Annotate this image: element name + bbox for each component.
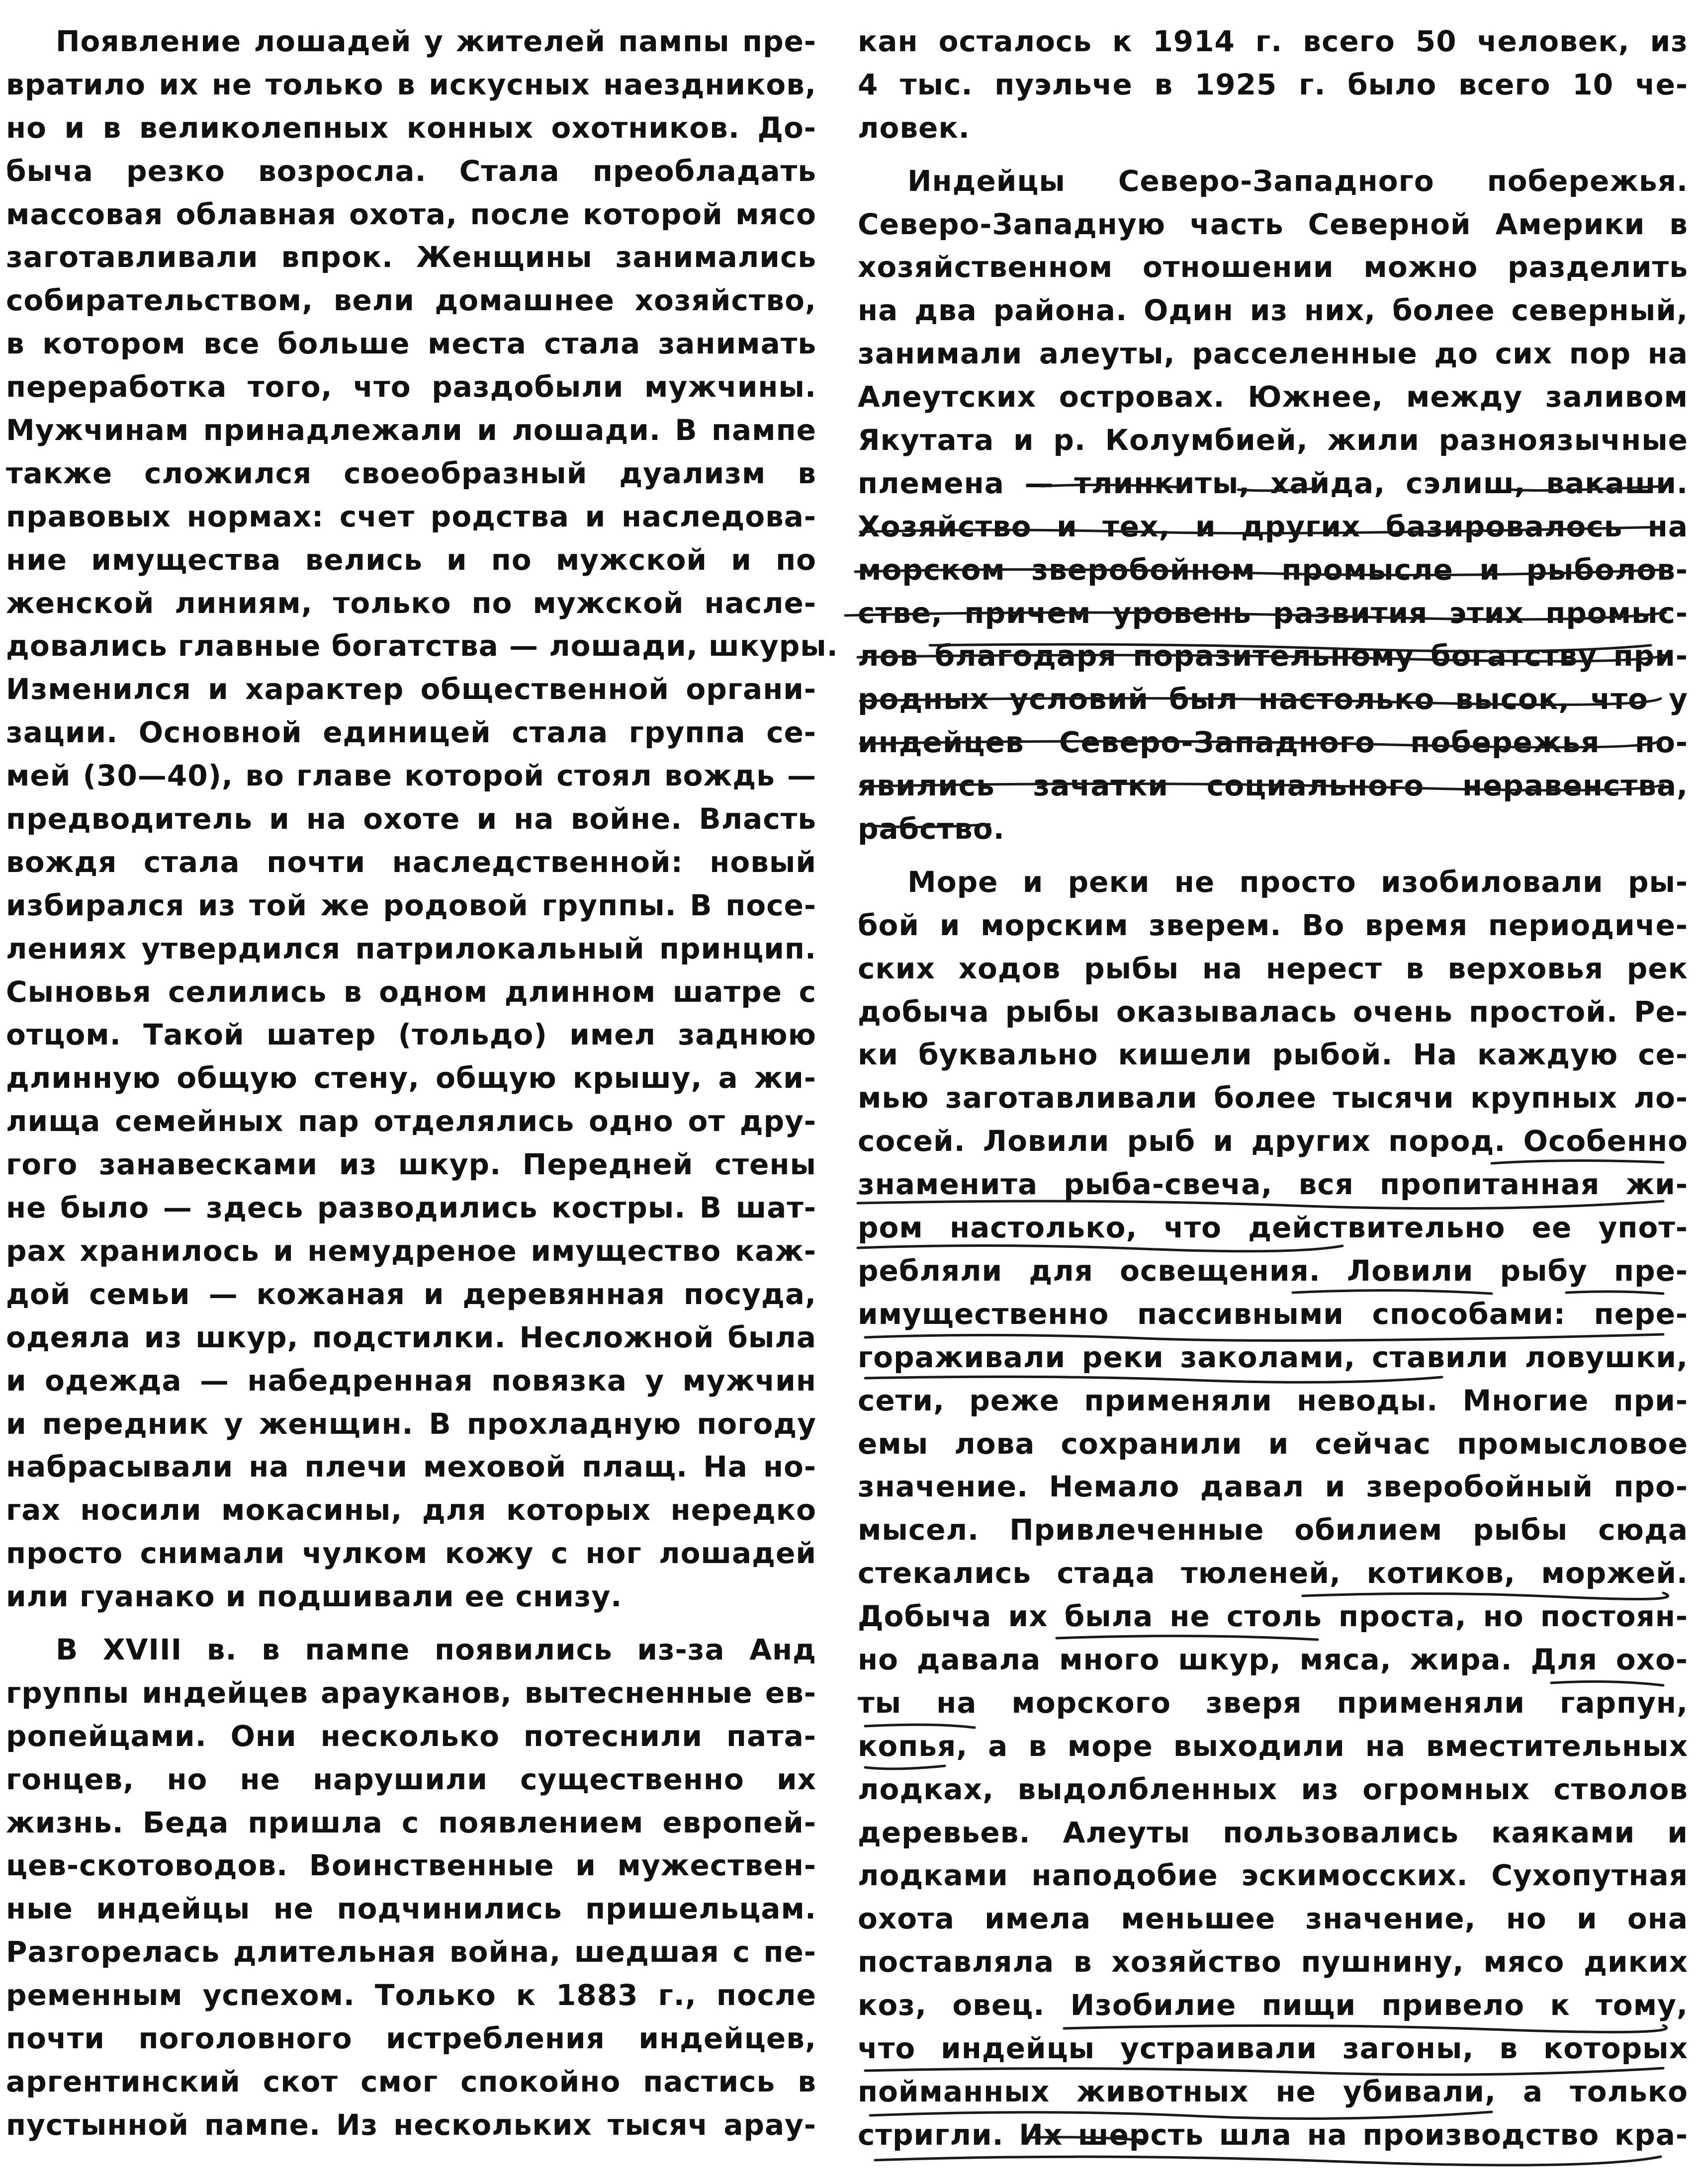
text-line: значение. Немало давал и зверобойный про-	[858, 1470, 1688, 1504]
text-line: жизнь. Беда пришла с появлением европей-	[6, 1805, 816, 1839]
text-line: Появление лошадей у жителей пампы пре-	[56, 24, 816, 58]
text-line: Алеутских островах. Южнее, между заливом	[858, 380, 1688, 414]
left-column	[6, 20, 838, 2147]
text-line: копья, а в море выходили на вместительных	[858, 1729, 1688, 1763]
text-line: на два района. Один из них, более северный,	[858, 293, 1688, 328]
text-line: не было — здесь разводились костры. В шат-	[6, 1191, 816, 1225]
text-line: Изменился и характер общественной органи-	[6, 672, 816, 706]
text-line: Северо-Западную часть Северной Америки в	[858, 207, 1688, 241]
text-line: лодках, выдолбленных из огромных стволов	[858, 1772, 1688, 1806]
text-line: но давала много шкур, мяса, жира. Для охо-	[858, 1642, 1688, 1676]
text-line: или гуанако и подшивали ее снизу.	[6, 1579, 623, 1614]
text-line: пойманных животных не убивали, а только	[858, 2074, 1688, 2108]
text-line: гах носили мокасины, для которых нередко	[6, 1493, 816, 1527]
text-line: мей (30—40), во главе которой стоял вождь —	[6, 759, 816, 793]
text-line: ки буквально кишели рыбой. На каждую се-	[858, 1038, 1688, 1072]
text-line: бой и морским зверем. Во время периодиче-	[858, 908, 1688, 942]
text-line: хозяйственном отношении можно разделить	[858, 250, 1688, 284]
text-line: зации. Основной единицей стала группа се-	[6, 715, 816, 750]
text-line: поставляла в хозяйство пушнину, мясо диких	[858, 1945, 1688, 1979]
text-line: сети, реже применяли неводы. Многие при-	[858, 1383, 1688, 1417]
text-line: Якутата и р. Колумбией, жили разноязычные	[858, 423, 1688, 457]
text-line: массовая облавная охота, после которой мясо	[6, 197, 816, 231]
text-line: стве, причем уровень развития этих промыс-	[858, 596, 1688, 630]
text-line: коз, овец. Изобилие пищи привело к тому,	[858, 1988, 1688, 2022]
text-line: кан осталось к 1914 г. всего 50 человек, из	[858, 24, 1688, 58]
paragraph-northwest-coast	[858, 160, 1688, 851]
text-line: ром настолько, что действительно ее упот-	[858, 1211, 1688, 1245]
text-line: предводитель и на охоте и на войне. Власть	[6, 802, 816, 836]
text-line: племена — тлинкиты, хайда, сэлиш, вакаши.	[858, 466, 1688, 500]
text-line: индейцев Северо-Западного побережья по-	[858, 725, 1688, 760]
text-line: сосей. Ловили рыб и других пород. Особенно	[858, 1124, 1688, 1158]
text-line: отцом. Такой шатер (тольдо) имел заднюю	[6, 1018, 816, 1052]
text-line: но и в великолепных конных охотников. До-	[6, 110, 816, 145]
text-line: ты на морского зверя применяли гарпун,	[858, 1685, 1688, 1720]
text-line: охота имела меньшее значение, но и она	[858, 1902, 1688, 1936]
text-line: аргентинский скот смог спокойно пастись в	[6, 2064, 816, 2098]
text-line: рах хранилось и немудреное имущество каж-	[6, 1233, 816, 1268]
text-line: переработка того, что раздобыли мужчины.	[6, 370, 816, 404]
text-line: также сложился своеобразный дуализм в	[6, 456, 816, 490]
text-line: знаменита рыба-свеча, вся пропитанная жи-	[858, 1167, 1688, 1202]
text-line: набрасывали на плечи меховой плащ. На но-	[6, 1450, 816, 1484]
text-line: группы индейцев арауканов, вытесненные ев-	[6, 1675, 816, 1710]
text-line: Мужчинам принадлежали и лошади. В пампе	[6, 413, 816, 447]
text-line: просто снимали чулком кожу с ног лошадей	[6, 1536, 816, 1571]
text-line: Море и реки не просто изобиловали ры-	[907, 865, 1688, 899]
text-line: вратило их не только в искусных наездников,	[6, 67, 816, 101]
text-line: гораживали реки заколами, ставили ловушки,	[858, 1340, 1688, 1374]
text-line: женской линиям, только по мужской насле-	[6, 586, 816, 620]
text-line: ловек.	[858, 110, 970, 145]
text-line: Добыча их была не столь проста, но постоян-	[858, 1599, 1688, 1634]
right-column	[858, 20, 1688, 2157]
text-line: вождя стала почти наследственной: новый	[6, 845, 816, 879]
text-line: ребляли для освещения. Ловили рыбу пре-	[858, 1253, 1688, 1288]
text-line: длинную общую стену, общую крышу, а жи-	[6, 1061, 816, 1095]
paragraph-continuation	[858, 20, 1688, 150]
text-line: что индейцы устраивали загоны, в которых	[858, 2031, 1688, 2065]
text-line: избирался из той же родовой группы. В посе-	[6, 888, 816, 922]
text-line: Разгорелась длительная война, шедшая с пе-	[6, 1935, 816, 1969]
pen-underline	[875, 2157, 1661, 2165]
text-line: имущественно пассивными способами: пере-	[858, 1297, 1688, 1331]
text-line: довались главные богатства — лошади, шкуры.	[6, 629, 838, 663]
text-line: родных условий был настолько высок, что у	[858, 682, 1688, 716]
text-line: лов благодаря поразительному богатству при-	[858, 639, 1688, 673]
text-line: добыча рыбы оказывалась очень простой. Ре-	[858, 994, 1688, 1029]
text-line: емы лова сохранили и сейчас промысловое	[858, 1426, 1688, 1461]
text-line: гонцев, но не нарушили существенно их	[6, 1762, 816, 1796]
text-line: явились зачатки социального неравенства,	[858, 769, 1688, 803]
paragraph-horses	[6, 20, 838, 1618]
text-line: ные индейцы не подчинились пришельцам.	[6, 1892, 816, 1926]
text-line: правовых нормах: счет родства и наследова-	[6, 499, 816, 533]
text-line: лища семейных пар отделялись одно от дру-	[6, 1104, 816, 1138]
text-line: одеяла из шкур, подстилки. Несложной была	[6, 1320, 816, 1354]
text-line: лодками наподобие эскимосских. Сухопутная	[858, 1858, 1688, 1893]
text-line: стригли. Их шерсть шла на производство кра-	[858, 2117, 1688, 2152]
section-heading: Индейцы Северо-Западного побережья.	[907, 164, 1688, 198]
text-line: ропейцами. Они несколько потеснили пата-	[6, 1719, 816, 1753]
text-line: цев-скотоводов. Воинственные и мужествен-	[6, 1848, 816, 1883]
text-line: мью заготавливали более тысячи крупных ло-	[858, 1081, 1688, 1115]
text-line: и одежда — набедренная повязка у мужчин	[6, 1363, 816, 1398]
text-line: собирательством, вели домашнее хозяйство,	[6, 283, 816, 318]
text-line: ременным успехом. Только к 1883 г., после	[6, 1978, 816, 2012]
paragraph-fishing	[858, 861, 1688, 2157]
text-line: быча резко возросла. Стала преобладать	[6, 154, 816, 188]
text-line: Хозяйство и тех, и других базировалось на	[858, 509, 1688, 543]
text-line: 4 тыс. пуэльче в 1925 г. было всего 10 че-	[858, 67, 1688, 101]
text-line: гого занавесками из шкур. Передней стены	[6, 1147, 816, 1182]
text-line: ние имущества велись и по мужской и по	[6, 542, 816, 577]
text-line: лениях утвердился патрилокальный принцип.	[6, 931, 816, 965]
text-line: деревьев. Алеуты пользовались каяками и	[858, 1815, 1688, 1849]
text-line: дой семьи — кожаная и деревянная посуда,	[6, 1277, 816, 1311]
text-line: и передник у женщин. В прохладную погоду	[6, 1406, 816, 1441]
text-line: занимали алеуты, расселенные до сих пор на	[858, 337, 1688, 371]
text-line: заготавливали впрок. Женщины занимались	[6, 240, 816, 274]
text-line: почти поголовного истребления индейцев,	[6, 2021, 816, 2055]
text-line: пустынной пампе. Из нескольких тысяч арау-	[6, 2107, 816, 2142]
text-line: В XVIII в. в пампе появились из-за Анд	[56, 1632, 816, 1666]
text-line: Сыновья селились в одном длинном шатре с	[6, 974, 816, 1009]
text-line: в котором все больше места стала занимать	[6, 327, 816, 361]
text-line: рабство.	[858, 812, 1005, 846]
text-line: стекались стада тюленей, котиков, моржей.	[858, 1556, 1688, 1590]
text-line: морском зверобойном промысле и рыболов-	[858, 552, 1688, 587]
text-line: ских ходов рыбы на нерест в верховья рек	[858, 951, 1688, 985]
paragraph-araucanians	[6, 1628, 816, 2147]
text-line: мысел. Привлеченные обилием рыбы сюда	[858, 1513, 1688, 1547]
